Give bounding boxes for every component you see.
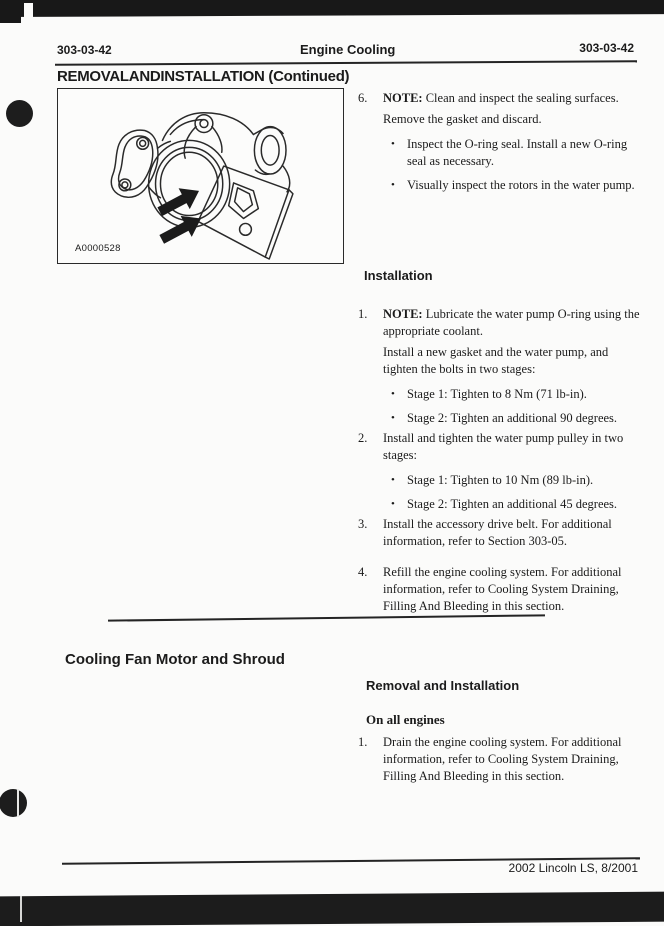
note-label: NOTE: (383, 307, 423, 321)
bullet-item (383, 496, 640, 513)
section-divider-rule (108, 614, 545, 621)
header-right-code: 303-03-42 (579, 41, 634, 55)
bullet-icon: • (391, 498, 395, 510)
step-note (383, 90, 640, 107)
removal-step-6 (358, 90, 640, 194)
bullet-icon: • (391, 388, 395, 400)
bullet-text: Visually inspect the rotors in the water pump. (407, 178, 635, 192)
step-number: 6. (358, 91, 368, 105)
note-text: Lubricate the water pump O-ring using the appropriate coolant. (383, 307, 640, 338)
installation-step-3 (358, 516, 640, 550)
installation-heading: Installation (364, 268, 433, 283)
on-all-engines-label: On all engines (366, 712, 445, 727)
binding-hole-bottom (0, 789, 27, 817)
step-number: 4. (358, 565, 368, 579)
footer-text: 2002 Lincoln LS, 8/2001 (508, 861, 638, 875)
section-heading: REMOVALANDINSTALLATION (Continued) (57, 68, 350, 85)
installation-step-4 (358, 564, 640, 615)
step-paragraph: Install a new gasket and the water pump, and tighten the bolts in two stages: (383, 345, 609, 376)
cooling-fan-heading: Cooling Fan Motor and Shroud (65, 651, 285, 668)
header-rule (55, 60, 637, 66)
bullet-text: Stage 1: Tighten to 8 Nm (71 lb-in). (407, 387, 587, 401)
fan-step-1 (358, 734, 640, 785)
step-number: 1. (358, 307, 368, 321)
step-number: 2. (358, 431, 368, 445)
binding-hole-slit (17, 789, 19, 817)
bullet-icon: • (391, 179, 395, 191)
scan-top-notch (24, 3, 33, 17)
scan-top-corner (0, 0, 21, 23)
bullet-item (383, 410, 640, 427)
bullet-text: Stage 2: Tighten an additional 90 degrees. (407, 411, 618, 425)
step-paragraph: Remove the gasket and discard. (383, 112, 542, 126)
bullet-text: Stage 1: Tighten to 10 Nm (89 lb-in). (407, 473, 594, 487)
scan-bottom-bar (0, 892, 664, 926)
binding-hole-top (6, 100, 33, 127)
bullet-text: Stage 2: Tighten an additional 45 degrees. (407, 497, 618, 511)
step-text: Refill the engine cooling system. For additional information, refer to Cooling System Draining, Filling And Bleeding in this section. (383, 565, 622, 613)
removal-installation-subheading: Removal and Installation (366, 678, 520, 693)
step-text: Install the accessory drive belt. For additional information, refer to Section 303-05. (383, 517, 612, 548)
scan-bottom-slit (20, 896, 22, 922)
step-text: Install and tighten the water pump pulley in two stages: (383, 431, 624, 462)
note-text: Clean and inspect the sealing surfaces. (422, 91, 619, 105)
note-label: NOTE: (383, 91, 423, 105)
figure-box (57, 88, 344, 264)
bullet-icon: • (391, 412, 395, 424)
scan-top-bar (0, 0, 664, 17)
step-text: Drain the engine cooling system. For additional information, refer to Cooling System Draining, Filling And Bleeding in this section. (383, 735, 622, 783)
bullet-item (383, 177, 640, 194)
figure-label: A0000528 (75, 243, 121, 254)
header-left-code: 303-03-42 (57, 43, 112, 57)
bullet-icon: • (391, 474, 395, 486)
water-pump-illustration (58, 89, 343, 261)
page-title: Engine Cooling (300, 42, 396, 57)
step-note (383, 306, 640, 340)
bullet-item (383, 386, 640, 403)
bullet-icon: • (391, 138, 395, 150)
bullet-text: Inspect the O-ring seal. Install a new O-ring seal as necessary. (407, 137, 628, 168)
installation-step-1 (358, 306, 640, 427)
pointer-arrows-icon (154, 180, 206, 250)
step-number: 1. (358, 735, 368, 749)
bullet-item (383, 472, 640, 489)
bullet-item (383, 136, 640, 170)
installation-step-2 (358, 430, 640, 513)
step-number: 3. (358, 517, 368, 531)
